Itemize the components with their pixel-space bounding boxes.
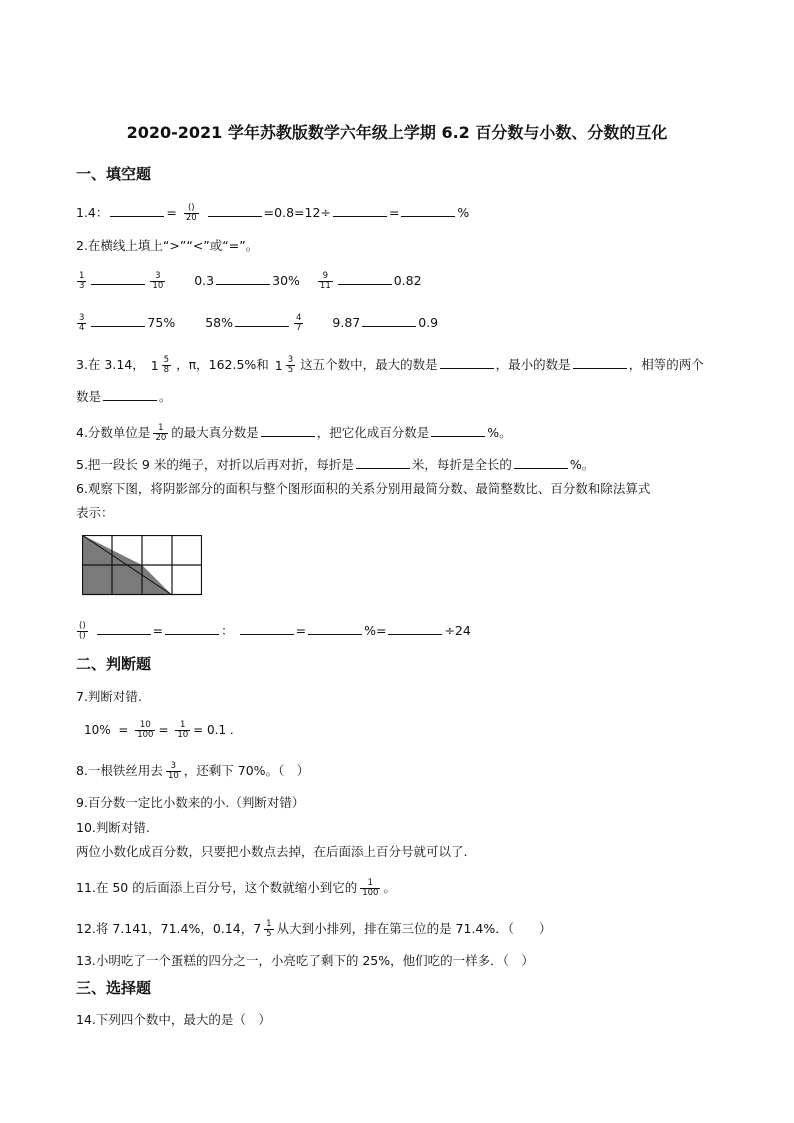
question-6-answer: () () = ： = %= ÷24	[79, 621, 471, 641]
answer-blank[interactable]	[308, 621, 362, 635]
repeating-decimal: 0.1̇4̇	[212, 921, 241, 936]
fraction: $\frac{9}{11}$	[319, 271, 331, 291]
answer-blank[interactable]	[401, 203, 455, 217]
page-title: 2020-2021 学年苏教版数学六年级上学期 6.2 百分数与小数、分数的互化	[126, 123, 668, 142]
question-8: 8.一根铁丝用去 $\frac{3}{10}$ ，还剩下 70%。（ ）	[76, 761, 310, 781]
question-12: 12.将 7.141，71.4%，0.1̇4̇，7 $\frac{1}{5}$ 从大到小排列，排在第三位的是 71.4%．（ ）	[76, 919, 552, 939]
answer-blank[interactable]	[235, 313, 289, 327]
answer-blank[interactable]	[388, 621, 442, 635]
answer-blank[interactable]	[240, 621, 294, 635]
section-multiple-choice: 三、选择题	[76, 979, 152, 997]
question-7: 7.判断对错.	[76, 689, 142, 704]
question-11: 11.在 50 的后面添上百分号，这个数就缩小到它的 $\frac{1}{100}$ 。	[76, 878, 396, 898]
mixed-number: 1 3 5	[274, 355, 294, 375]
answer-blank[interactable]	[208, 203, 262, 217]
question-2: 2.在横线上填上“>”“<”或“=”。	[76, 238, 259, 253]
answer-blank[interactable]	[261, 423, 315, 437]
fraction: $\frac{1}{3}$	[79, 271, 85, 291]
fraction: $\frac{1}{5}$	[266, 919, 272, 939]
question-9: 9.百分数一定比小数来的小.（判断对错）	[76, 795, 305, 810]
shaded-rectangle-figure	[82, 535, 202, 597]
answer-blank[interactable]	[440, 355, 494, 369]
answer-blank[interactable]	[216, 271, 270, 285]
question-10-statement: 两位小数化成百分数，只要把小数点去掉，在后面添上百分号就可以了.	[76, 844, 468, 859]
question-4: 4.分数单位是 $\frac{1}{20}$ 的最大真分数是 ，把它化成百分数是 %。	[76, 423, 512, 443]
question-10: 10.判断对错.	[76, 820, 150, 835]
question-3: 3.在 3.14， 1 5 8 ，π，162.5%和 1 3 5 这五个数中，最大的数是 ，最小的数是 ，相等的两个	[76, 355, 704, 375]
answer-blank[interactable]	[91, 313, 145, 327]
question-13: 13.小明吃了一个蛋糕的四分之一，小亮吃了剩下的 25%，他们吃的一样多．（ ）	[76, 953, 534, 968]
answer-blank[interactable]	[333, 203, 387, 217]
fraction: $\frac{3}{10}$	[152, 271, 164, 291]
answer-blank[interactable]	[431, 423, 485, 437]
section-fill-in: 一、填空题	[76, 165, 152, 183]
question-3-cont: 数是 。	[76, 389, 172, 404]
shaded-triangle	[142, 565, 172, 595]
fraction: $\frac{4}{7}$	[296, 313, 302, 333]
question-7-statement: 10% = $\frac{10}{100}$ = $\frac{1}{10}$ = 0.1 .	[84, 720, 234, 740]
fraction: $\frac{10}{100}$	[137, 720, 154, 740]
answer-blank[interactable]	[514, 455, 568, 469]
section-true-false: 二、判断题	[76, 655, 152, 673]
answer-blank[interactable]	[338, 271, 392, 285]
answer-blank[interactable]	[165, 621, 219, 635]
fraction: $\frac{1}{20}$	[155, 423, 167, 443]
fraction: $\frac{1}{100}$	[362, 878, 379, 898]
answer-blank[interactable]	[110, 203, 164, 217]
answer-blank[interactable]	[356, 455, 410, 469]
fraction: $\frac{1}{10}$	[177, 720, 189, 740]
fraction: $\frac{3}{4}$	[79, 313, 85, 333]
answer-blank[interactable]	[103, 387, 157, 401]
answer-blank[interactable]	[573, 355, 627, 369]
question-2-row-2: $\frac{3}{4}$ 75% 58% $\frac{4}{7}$ 9.87 0.9	[79, 313, 439, 333]
fraction: () ()	[79, 621, 86, 641]
question-6: 6.观察下图，将阴影部分的面积与整个图形面积的关系分别用最简分数、最简整数比、百分数和除法算式	[76, 481, 651, 496]
question-5: 5.把一段长 9 米的绳子，对折以后再对折，每折是 米，每折是全长的 %。	[76, 457, 595, 472]
fraction: $\frac{3}{10}$	[167, 761, 179, 781]
answer-blank[interactable]	[97, 621, 151, 635]
answer-blank[interactable]	[91, 271, 145, 285]
question-1: 1.4： = () 20 =0.8=12÷ = %	[76, 203, 470, 223]
question-2-row-1: $\frac{1}{3}$ $\frac{3}{10}$ 0.3 30% $\frac{9}{11}$ 0.82	[79, 271, 422, 291]
question-6-cont: 表示：	[76, 505, 114, 520]
fraction: () 20	[185, 203, 197, 223]
mixed-number: 1 5 8	[150, 355, 170, 375]
answer-blank[interactable]	[362, 313, 416, 327]
question-14: 14.下列四个数中，最大的是（ ）	[76, 1012, 271, 1027]
